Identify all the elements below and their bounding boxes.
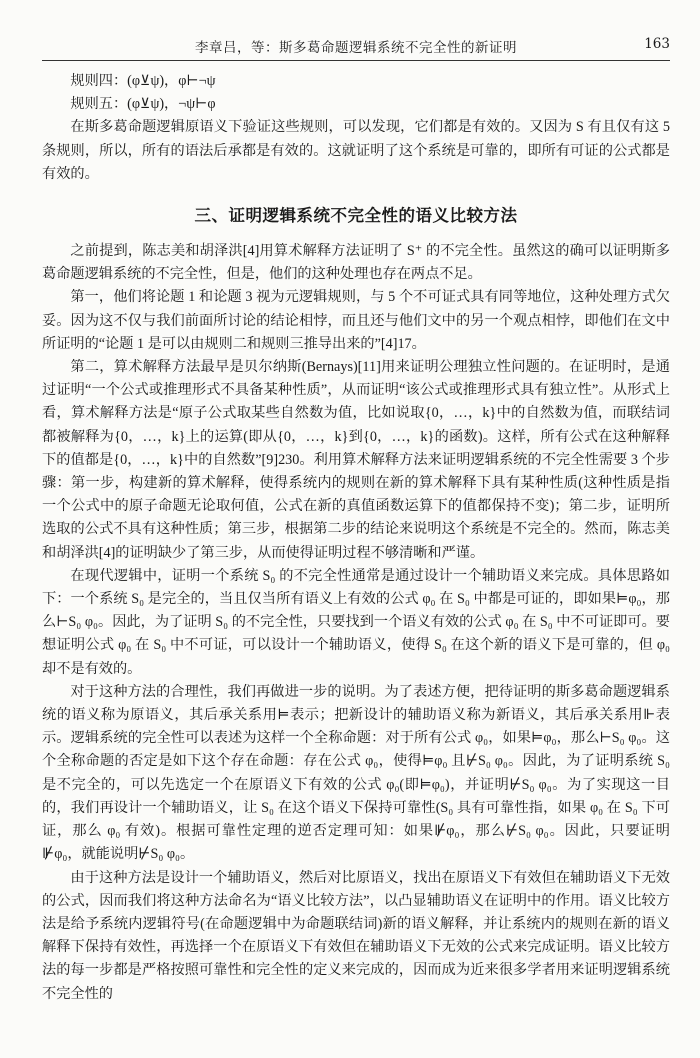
rule-four: 规则四：(φ⊻ψ)，φ⊢¬ψ [70,73,216,89]
paragraph: 对于这种方法的合理性，我们再做进一步的说明。为了表述方便，把待证明的斯多葛命题逻辑系统的语义称为原语义，其后承关系用⊨表示；把新设计的辅助语义称为新语义，其后承关系用⊩表示。逻辑系统的完全性可以表述为这样一个全称命题：对于所有公式 φ₀，如果⊨φ₀，那么⊢S₀ φ₀。这个全称命题的否定是如下这个存在命题：存在公式 φ₀，使得⊨φ₀ 且⊬S₀ φ₀。因此，为了证明系统 S₀ 是不完全的，可以先选定一个在原语义下有效的公式 φ₀(即⊨φ₀)，并证明⊬S₀ φ₀。为了实现这一目的，我们再设计一个辅助语义，让 S₀ 在这个语义下保持可靠性(S₀ 具有可靠性指，如果 φ₀ 在 S₀ 下可证，那么 φ₀ 有效)。根据可靠性定理的逆否定理可知：如果⊮φ₀，那么⊬S₀ φ₀。因此，只要证明⊮φ₀，就能说明⊬S₀ φ₀。 [42,683,670,863]
rule-five: 规则五：(φ⊻ψ)，¬ψ⊢φ [70,96,216,113]
section-heading: 三、证明逻辑系统不完全性的语义比较方法 [194,206,518,226]
paragraph: 由于这种方法是设计一个辅助语义，然后对比原语义，找出在原语义下有效但在辅助语义下无效的公式，因而我们将这种方法命名为“语义比较方法”，以凸显辅助语义在证明中的作用。语义比较方法是给予系统内逻辑符号(在命题逻辑中为命题联结词)新的语义解释，并让系统内的规则在新的语义解释下保持有效性，再选择一个在原语义下有效但在辅助语义下无效的公式来完成证明。语义比较方法的每一步都是严格按照可靠性和完全性的定义来完成的，因而成为近来很多学者用来证明逻辑系统不完全性的 [42,869,670,1002]
paragraph: 在斯多葛命题逻辑原语义下验证这些规则，可以发现，它们都是有效的。又因为 S 有且仅有这 5 条规则，所以，所有的语法后承都是有效的。这就证明了这个系统是可靠的，即所有可证的公式都是有效的。 [42,119,670,182]
paragraph: 之前提到，陈志美和胡泽洪[4]用算术解释方法证明了 S⁺ 的不完全性。虽然这的确可以证明斯多葛命题逻辑系统的不完全性，但是，他们的这种处理也存在两点不足。 [42,243,670,283]
running-header [42,0,670,56]
paragraph: 第一，他们将论题 1 和论题 3 视为元逻辑规则，与 5 个不可证式具有同等地位，这种处理方式欠妥。因为这不仅与我们前面所讨论的结论相悖，而且还与他们文中的另一个观点相悖，即他们在文中所证明的“论题 1 是可以由规则二和规则三推导出来的”[4]17。 [42,289,670,352]
header-rule [42,60,670,61]
paragraph: 第二，算术解释方法最早是贝尔纳斯(Bernays)[11]用来证明公理独立性问题的。在证明时，是通过证明“一个公式或推理形式不具备某种性质”，从而证明“该公式或推理形式具有独立性”。从形式上看，算术解释方法是“原子公式取某些自然数为值，比如说取{0，…，k}中的自然数为值，而联结词都被解释为{0，…，k}上的运算(即从{0，…，k}到{0，…，k}的函数)。这样，所有公式在这种解释下的值都是{0，…，k}中的自然数”[9]230。利用算术解释方法来证明逻辑系统的不完全性需要 3 个步骤：第一步，构建新的算术解释，使得系统内的规则在新的算术解释下具有某种性质(这种性质是指一个公式中的原子命题无论取何值，公式在新的真值函数运算下的值都保持不变)；第二步，证明所选取的公式不具有这种性质；第三步，根据第二步的结论来说明这个系统是不完全的。然而，陈志美和胡泽洪[4]的证明缺少了第三步，从而使得证明过程不够清晰和严谨。 [42,359,670,561]
page-number: 163 [644,36,670,52]
paragraph: 在现代逻辑中，证明一个系统 S₀ 的不完全性通常是通过设计一个辅助语义来完成。具体思路如下：一个系统 S₀ 是完全的，当且仅当所有语义上有效的公式 φ₀ 在 S₀ 中都是可证的，即如果⊨φ₀，那么⊢S₀ φ₀。因此，为了证明 S₀ 的不完全性，只要找到一个语义有效的公式 φ₀ 在 S₀ 中不可证即可。要想证明公式 φ₀ 在 S₀ 中不可证，可以设计一个辅助语义，使得 S₀ 在这个新的语义下是可靠的，但 φ₀ 却不是有效的。 [42,567,670,677]
running-title: 李章吕，等：斯多葛命题逻辑系统不完全性的新证明 [195,40,517,56]
article-body [42,70,670,1006]
